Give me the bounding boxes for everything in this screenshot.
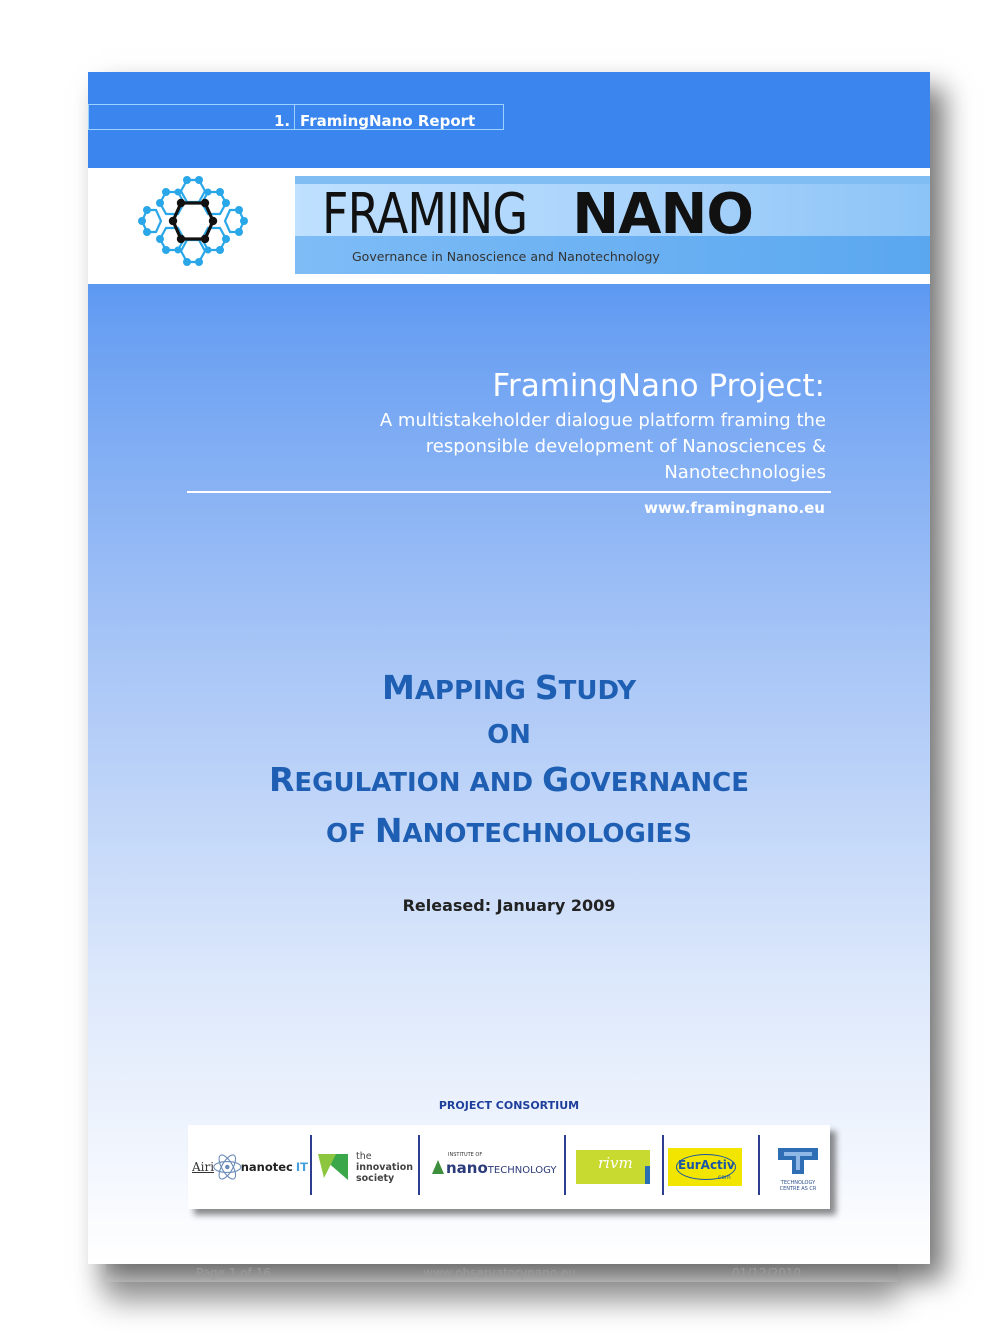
header-divider — [294, 104, 295, 130]
study-title-line-4: OF NANOTECHNOLOGIES — [326, 811, 692, 850]
hexagon-molecule-icon — [138, 172, 248, 282]
project-title: FramingNano Project: — [492, 368, 825, 404]
footer-date: 01/12/2010 — [732, 1266, 802, 1280]
project-url-link[interactable]: www.framingnano.eu — [644, 499, 825, 517]
project-description — [306, 408, 826, 486]
document-page — [88, 72, 930, 1264]
rivm-logo: rivm — [576, 1125, 650, 1209]
project-description-line: A multistakeholder dialogue platform framing the — [379, 410, 826, 431]
banner-subtitle: Governance in Nanoscience and Nanotechnology — [352, 249, 660, 264]
header-title: FramingNano Report — [300, 112, 476, 130]
study-title-line-1: MAPPING STUDY — [381, 668, 637, 707]
innovation-society-logo: the innovation society — [316, 1125, 418, 1209]
header-number: 1. — [274, 112, 291, 130]
banner-title — [322, 182, 753, 247]
airi-nanotec-logo: Airi nanotec IT — [192, 1125, 308, 1209]
study-title-line-2: ON — [487, 720, 531, 750]
ion-leaf-icon — [430, 1158, 446, 1176]
institute-of-nanotechnology-logo: INSTITUTE OF nanoTECHNOLOGY — [430, 1125, 564, 1209]
innovation-triangle-icon — [316, 1150, 350, 1184]
project-divider — [187, 491, 831, 493]
footer-website: www.observatorynano.eu — [423, 1266, 576, 1280]
release-date: Released: January 2009 — [402, 896, 616, 915]
logo-separator — [310, 1135, 312, 1195]
atom-icon — [212, 1150, 243, 1184]
logo-separator — [758, 1135, 760, 1195]
project-description-line: responsible development of Nanosciences & — [425, 436, 826, 457]
logo-separator — [418, 1135, 420, 1195]
consortium-label: PROJECT CONSORTIUM — [438, 1099, 580, 1112]
banner-title-bold: NANO — [572, 182, 753, 247]
euractiv-logo: EurActiv .com — [668, 1125, 744, 1209]
banner-title-light: FRAMING — [322, 182, 528, 247]
project-description-line: Nanotechnologies — [664, 462, 826, 483]
consortium-logos — [188, 1125, 830, 1209]
logo-separator — [662, 1135, 664, 1195]
technology-centre-logo: TECHNOLOGY CENTRE AS CR — [770, 1125, 826, 1209]
study-title-line-3: REGULATION AND GOVERNANCE — [268, 760, 750, 799]
footer-page-number: Page 1 of 16 — [196, 1266, 271, 1280]
logo-separator — [564, 1135, 566, 1195]
tc-arrows-icon — [774, 1142, 822, 1180]
